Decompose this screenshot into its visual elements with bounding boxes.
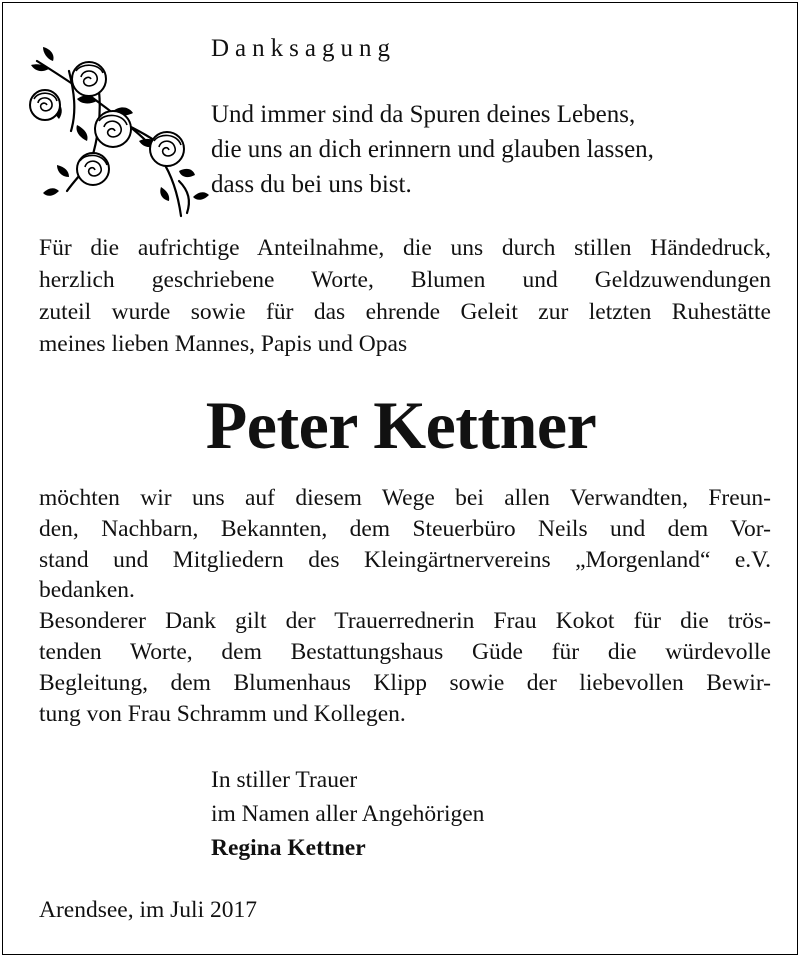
- thanks-line: den, Nachbarn, Bekannten, dem Steuerbüro Neils und dem Vor-: [39, 515, 771, 542]
- verse-line: Und immer sind da Spuren deines Lebens,: [211, 101, 636, 128]
- intro-line: meines lieben Mannes, Papis und Opas: [39, 331, 408, 357]
- thanks-line: tenden Worte, dem Bestattungshaus Güde für die würdevolle: [39, 638, 771, 665]
- closing-line: In stiller Trauer: [211, 767, 358, 793]
- intro-line: herzlich geschriebene Worte, Blumen und Geldzuwendungen: [39, 267, 771, 293]
- intro-line: zuteil wurde sowie für das ehrende Geleit zur letzten Ruhestätte: [39, 299, 771, 325]
- heading-danksagung: Danksagung: [211, 35, 396, 62]
- signer-name: Regina Kettner: [211, 835, 366, 861]
- roses-icon: [29, 41, 219, 221]
- verse-line: die uns an dich erinnern und glauben lassen,: [211, 136, 654, 163]
- thanks-line: möchten wir uns auf diesem Wege bei allen Verwandten, Freun-: [39, 485, 771, 511]
- thanks-line: bedanken.: [39, 577, 135, 604]
- place-date: Arendsee, im Juli 2017: [39, 897, 257, 923]
- obituary-notice: [2, 2, 798, 955]
- deceased-name: Peter Kettner: [205, 387, 597, 463]
- verse: [211, 97, 654, 202]
- thanks-line: tung von Frau Schramm und Kollegen.: [39, 700, 406, 727]
- thanks-line: Begleitung, dem Blumenhaus Klipp sowie der liebevollen Bewir-: [39, 669, 771, 696]
- thanks-paragraph: [39, 483, 771, 729]
- intro-paragraph: [39, 232, 771, 360]
- closing-line: im Namen aller Angehörigen: [211, 801, 485, 827]
- closing-block: [211, 763, 484, 865]
- intro-line: Für die aufrichtige Anteilnahme, die uns durch stillen Händedruck,: [39, 235, 771, 261]
- thanks-line: Besonderer Dank gilt der Trauerrednerin Frau Kokot für die trös-: [39, 608, 771, 635]
- verse-line: dass du bei uns bist.: [211, 171, 412, 198]
- thanks-line: stand und Mitgliedern des Kleingärtnervereins „Morgenland“ e.V.: [39, 546, 771, 573]
